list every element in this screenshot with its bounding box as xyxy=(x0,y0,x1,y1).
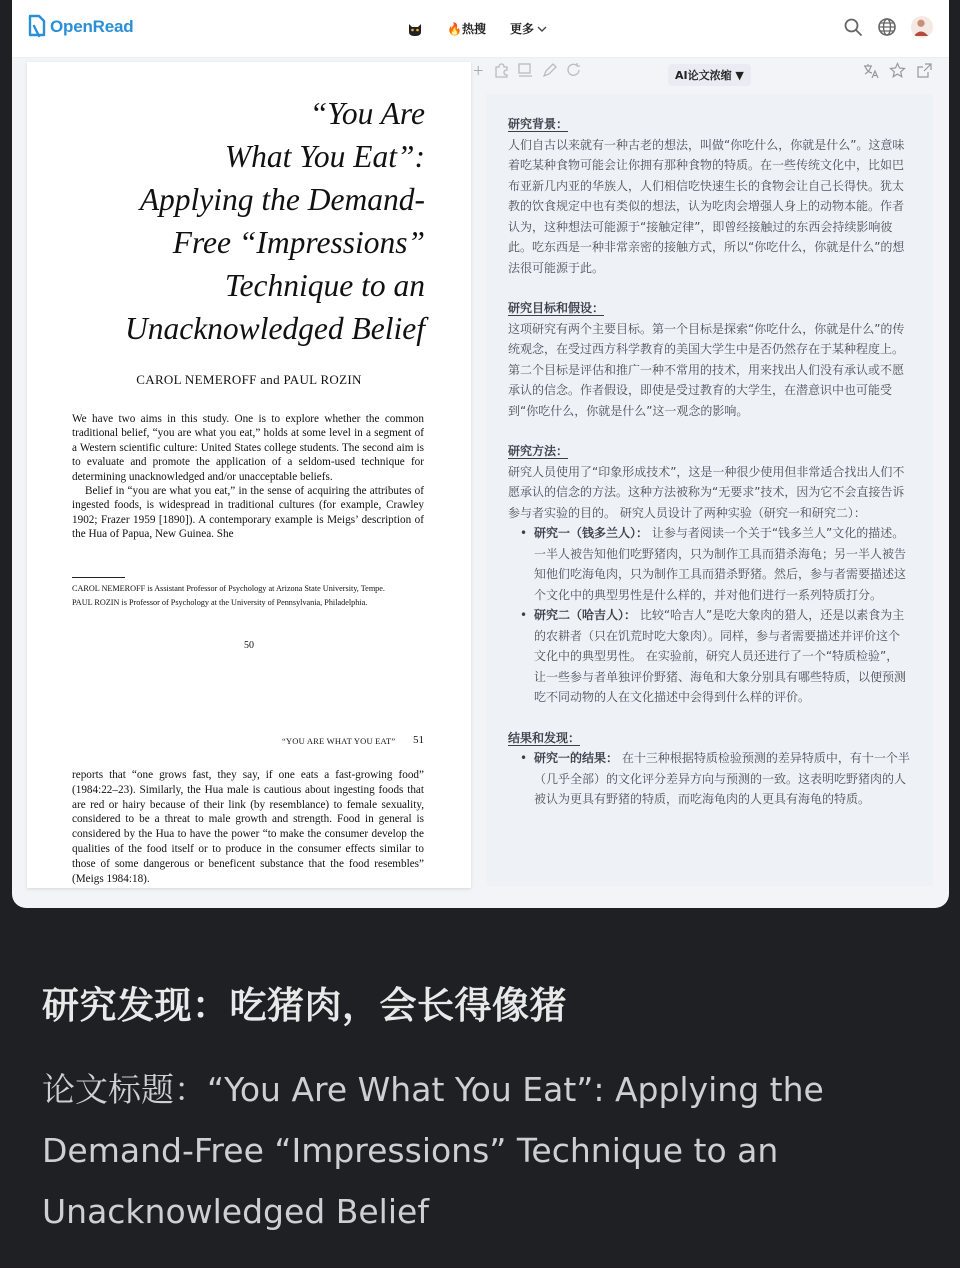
page2-body-text: reports that “one grows fast, they say, if one eats a fast-growing food” (1984:22–23). Similarly, the Hua male is cautious about ingesting foods that are red or hairy because of their link (by resemblance) to female sexuality, considered to be a threat to male growth and strength. Food in general is considered by the Hua to have the power “to make the consumer develop the qualities of the food itself or to produce in the consumer effects similar to those of some dangerous or beneficent substance that the food resembles” (Meigs 1984:18). xyxy=(72,769,424,885)
toolbar-left-actions xyxy=(474,62,582,79)
bullet-label: 研究一的结果： xyxy=(534,751,619,765)
bullet-label: 研究一（钱多兰人）： xyxy=(534,526,649,540)
list-item xyxy=(508,748,910,810)
toolbar-right-actions xyxy=(862,62,933,79)
ai-summary-panel[interactable] xyxy=(486,94,933,886)
section-title: 研究方法： xyxy=(508,444,569,458)
mascot-nav-button[interactable] xyxy=(407,21,423,37)
title-line: “You Are xyxy=(309,96,425,131)
more-nav-label: 更多 xyxy=(509,22,534,36)
footnote: PAUL ROZIN is Professor of Psychology at the University of Pennsylvania, Philadelphia. xyxy=(72,598,368,607)
running-page-number: 51 xyxy=(413,734,424,746)
section-title: 研究目标和假设： xyxy=(508,301,605,315)
ai-summary-dropdown[interactable]: AI论文浓缩 ▼ xyxy=(668,64,751,86)
pen-icon[interactable] xyxy=(541,62,558,79)
title-line: Unacknowledged Belief xyxy=(124,311,425,346)
logo-text: OpenRead xyxy=(50,17,134,36)
title-line: What You Eat”: xyxy=(224,139,425,174)
title-line: Free “Impressions” xyxy=(172,225,425,260)
star-icon[interactable] xyxy=(889,62,906,79)
section-title: 结果和发现： xyxy=(508,730,581,745)
chevron-down-icon xyxy=(536,23,548,35)
title-line: Technique to an xyxy=(224,268,425,303)
more-nav[interactable] xyxy=(510,20,548,37)
section-text: 这项研究有两个主要目标。第一个目标是探索“你吃什么，你就是什么”的传统观念，在受过西方科学教育的美国大学生中是否仍然存在于某种程度上。第二个目标是评估和推广一种不常用的技术，用来找出人们没有承认或不愿承认的信念。作者假设，即使是受过教育的大学生，在潜意识中也可能受到“你吃什么，你就是什么”这一观念的影响。 xyxy=(508,321,905,418)
abstract-paragraph: Belief in “you are what you eat,” in the sense of acquiring the attributes of ingested foods, is widespread in traditional cultures (for example, Crawley 1902; Frazer 1959 [1890]). A contemporary example is Meigs’ description of the Hua of Papua, New Guinea. She xyxy=(72,485,424,541)
cat-mascot-icon xyxy=(407,21,423,37)
summary-section-method xyxy=(508,441,910,708)
list-item xyxy=(508,523,910,605)
openread-logo-icon xyxy=(26,14,46,40)
section-text: 人们自古以来就有一种古老的想法，叫做“你吃什么，你就是什么”。这意味着吃某种食物可能会让你拥有那种食物的特质。在一些传统文化中，比如巴布亚新几内亚的华族人，人们相信吃快速生长的食物会让自己长得快。犹太教的饮食规定中也有类似的想法，认为吃肉会增强人身上的动物本能。作者认为，这种想法可能源于“接触定律”，即曾经接触过的东西会持续影响彼此。吃东西是一种非常亲密的接触方式，所以“你吃什么，你就是什么”的想法很可能源于此。 xyxy=(508,137,905,275)
abstract-paragraph: We have two aims in this study. One is to explore whether the common traditional belief, “you are what you eat,” holds at some level in a segment of a Western scientific culture: United States college students. The second aim is to evaluate and promote the application of a seldom-used technique for determining unacknowledged and/or unacceptable beliefs. xyxy=(72,413,424,483)
hot-search-nav[interactable]: 🔥热搜 xyxy=(447,22,486,36)
plus-icon[interactable] xyxy=(474,62,486,79)
title-line: Applying the Demand- xyxy=(139,182,425,217)
page-number: 50 xyxy=(244,640,254,651)
list-item xyxy=(508,605,910,708)
header-actions xyxy=(843,16,933,38)
footnote: CAROL NEMEROFF is Assistant Professor of Psychology at Arizona State University, Tempe. xyxy=(72,584,385,593)
screenshot-icon[interactable] xyxy=(517,62,534,79)
summary-section-background xyxy=(508,114,910,278)
bullet-label: 研究二（哈吉人）： xyxy=(534,608,637,622)
puzzle-icon[interactable] xyxy=(493,62,510,79)
paper-authors: CAROL NEMEROFF and PAUL ROZIN xyxy=(136,372,362,387)
top-nav xyxy=(407,20,548,37)
author-footnotes xyxy=(72,583,424,609)
section-title: 研究背景： xyxy=(508,117,569,131)
openread-logo[interactable] xyxy=(26,14,133,40)
globe-icon[interactable] xyxy=(877,17,897,37)
translate-icon[interactable] xyxy=(862,62,879,79)
top-header xyxy=(12,0,949,58)
summary-content xyxy=(508,114,910,830)
refresh-icon[interactable] xyxy=(565,62,582,79)
paper-abstract xyxy=(72,412,424,542)
footnote-rule xyxy=(72,577,125,578)
caption-paper-title: 论文标题：“You Are What You Eat”: Applying the Demand-Free “Impressions” Technique to an Unacknowledged Belief xyxy=(42,1070,824,1231)
caption-headline: 研究发现：吃猪肉，会长得像猪 xyxy=(42,984,567,1027)
bullet-text: 在十三种根据特质检验预测的差异特质中，有十一个半（几乎全部）的文化评分差异方向与预测的一致。这表明吃野猪肉的人被认为更具有野猪的特质，而吃海龟肉的人更具有海龟的特质。 xyxy=(534,751,910,806)
summary-section-results xyxy=(508,728,910,810)
search-icon[interactable] xyxy=(843,17,863,37)
openread-app-window xyxy=(12,0,949,908)
summary-section-goals xyxy=(508,298,910,421)
bullet-text: 让参与者阅读一个关于“钱多兰人”文化的描述。一半人被告知他们吃野猪肉，只为制作工具而猎杀海龟；另一半人被告知他们吃海龟肉，只为制作工具而猎杀野猪。然后，参与者需要描述这个文化中的典型男性是什么样的，并对他们进行一系列特质打分。 xyxy=(534,526,907,602)
bullet-text: 比较“哈吉人”是吃大象肉的猎人，还是以素食为主的农耕者（只在饥荒时吃大象肉）。同样，参与者需要描述并评价这个文化中的典型男性。 在实验前，研究人员还进行了一个“特质检验”，让一些参与者单独评价野猪、海龟和大象分别具有哪些特质，以便预测吃不同动物的人在文化描述中会得到什么样的评价。 xyxy=(534,608,907,704)
user-avatar-icon xyxy=(911,16,931,36)
running-head: “YOU ARE WHAT YOU EAT” xyxy=(282,736,396,746)
section-text: 研究人员使用了“印象形成技术”，这是一种很少使用但非常适合找出人们不愿承认的信念的方法。这种方法被称为“无要求”技术，因为它不会直接告诉参与者实验的目的。 研究人员设计了两种实验（研究一和研究二）： xyxy=(508,464,905,520)
user-avatar[interactable] xyxy=(911,16,933,38)
paper-title xyxy=(67,92,425,350)
open-external-icon[interactable] xyxy=(916,62,933,79)
pdf-viewer-page[interactable] xyxy=(27,62,471,888)
reader-toolbar xyxy=(474,62,949,86)
